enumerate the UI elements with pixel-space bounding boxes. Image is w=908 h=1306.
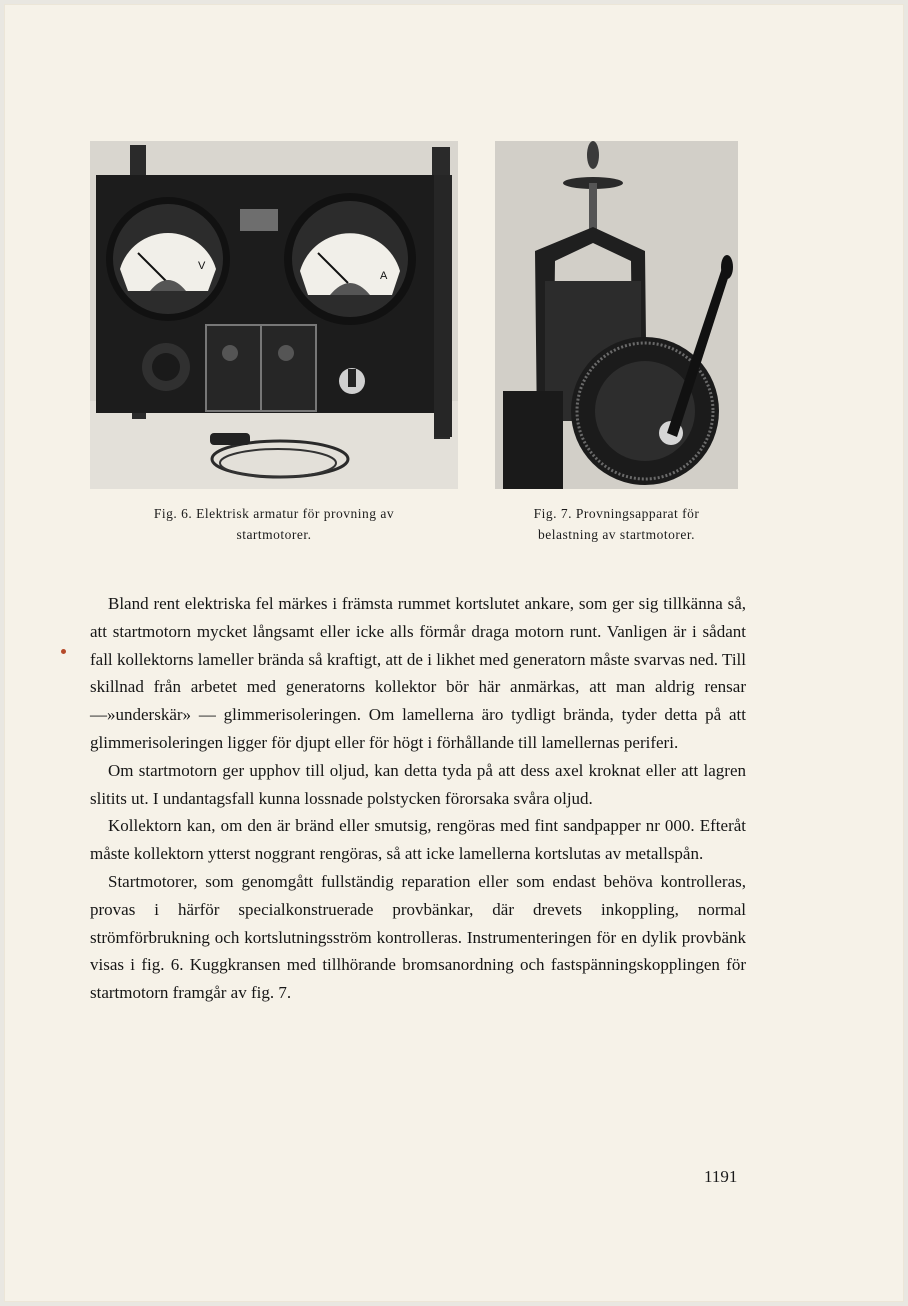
figure-6-caption xyxy=(90,503,458,545)
paragraph: Om startmotorn ger upphov till oljud, kan detta tyda på att dess axel kroknat eller att lagren slitits ut. I undantagsfall kunna lossnade polstycken förorsaka svåra oljud. xyxy=(90,760,746,808)
meter-left-unit: V xyxy=(198,260,206,272)
ink-mark xyxy=(61,649,66,654)
paragraph: Kollektorn kan, om den är bränd eller smutsig, rengöras med fint sandpapper nr 000. Efteråt måste kollektorn ytterst noggrant rengöras, så att icke lamellerna kortslutas av metallspån. xyxy=(90,816,746,864)
meter-right-unit: A xyxy=(380,270,388,282)
electrical-panel-image xyxy=(90,141,458,489)
figure-7-caption xyxy=(495,503,738,545)
body-text xyxy=(90,590,746,1007)
test-apparatus-image xyxy=(495,141,738,489)
figure-7-photo xyxy=(495,141,738,489)
figure-6-caption-line1: Fig. 6. Elektrisk armatur för provning av xyxy=(153,506,395,521)
page-number: 1191 xyxy=(704,1167,738,1186)
figure-7-caption-line2: belastning av startmotorer. xyxy=(537,527,696,542)
book-page xyxy=(4,4,904,1302)
figure-6-photo xyxy=(90,141,458,489)
paragraph: Startmotorer, som genomgått fullständig reparation eller som endast behöva kontrolleras, provas i härför specialkonstruerade provbänkar, där drevets inkoppling, normal strömförbrukning och kortslutningsström kontrolleras. Instrumenteringen för en dylik provbänk visas i fig. 6. Kuggkransen med tillhörande bromsanordning och fastspänningskopplingen för startmotorn framgår av fig. 7. xyxy=(90,871,746,1003)
paragraph: Bland rent elektriska fel märkes i främsta rummet kortslutet ankare, som ger sig tillkänna så, att startmotorn mycket långsamt eller icke alls förmår draga motorn runt. Vanligen är i sådant fall kollektorns lameller brända så kraftigt, att de i likhet med generatorn måste svarvas ned. Till skillnad från arbetet med generatorns kollektor bör här anmärkas, att man aldrig rensar —»underskär» — glimmerisoleringen. Om lamellerna äro tydligt brända, tyder detta på att glimmerisoleringen ligger för djupt eller för högt i förhållande till lamellernas periferi. xyxy=(90,594,746,752)
figure-7-caption-line1: Fig. 7. Provningsapparat för xyxy=(533,506,700,521)
figure-6-caption-line2: startmotorer. xyxy=(236,527,312,542)
